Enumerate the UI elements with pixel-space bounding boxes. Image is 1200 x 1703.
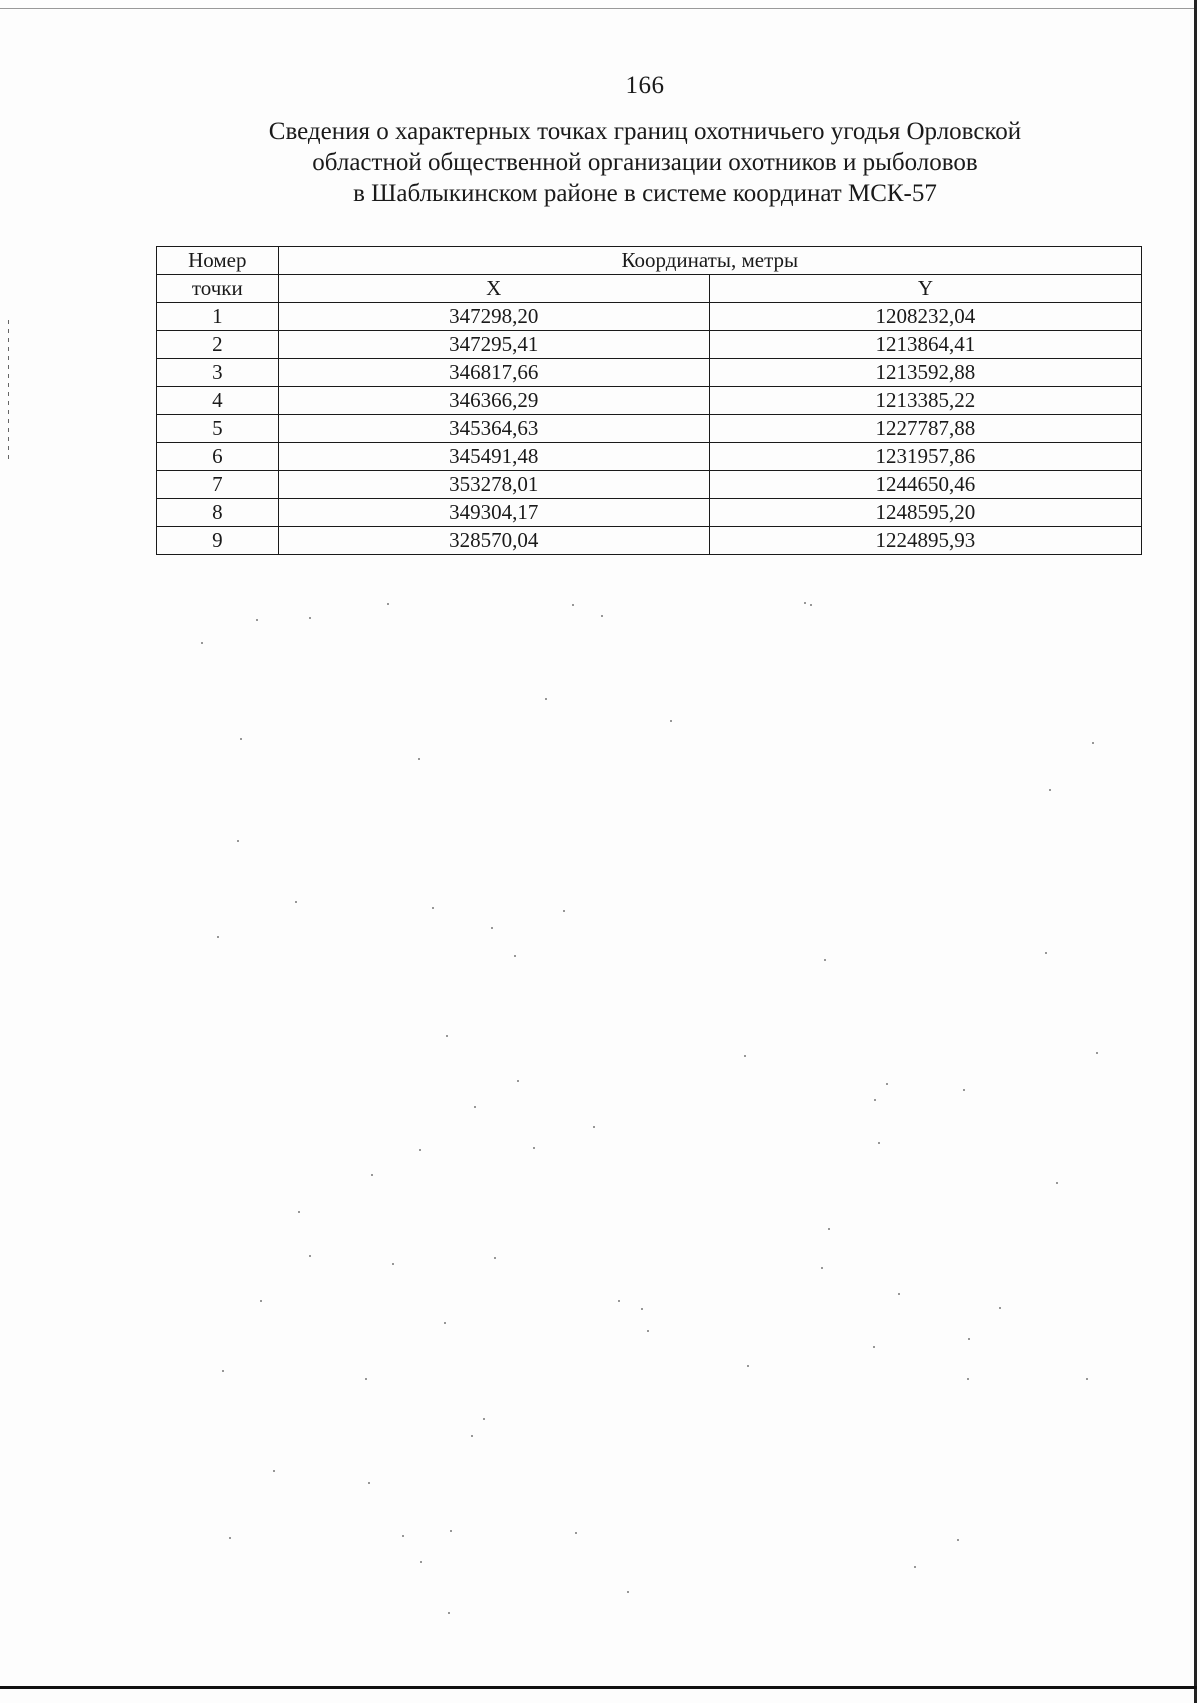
cell-point-number: 8 [157,499,279,527]
scan-speck [491,927,493,929]
cell-y: 1213864,41 [709,331,1141,359]
scan-speck [217,936,219,938]
scan-speck [237,840,239,842]
scan-speck [967,1378,969,1380]
cell-y: 1208232,04 [709,303,1141,331]
title-line-2: областной общественной организации охотников и рыболовов [312,149,978,176]
scan-speck [432,907,434,909]
cell-y: 1213385,22 [709,387,1141,415]
table-row [157,331,1142,359]
scan-speck [365,1378,367,1380]
cell-x: 346366,29 [278,387,709,415]
scan-speck [545,698,547,700]
cell-point-number: 9 [157,527,279,555]
scan-speck [295,901,297,903]
cell-point-number: 1 [157,303,279,331]
scan-speck [474,1106,476,1108]
cell-point-number: 3 [157,359,279,387]
scan-speck [419,1149,421,1151]
cell-point-number: 6 [157,443,279,471]
header-point-number-top: Номер [157,247,279,275]
scan-speck [260,1300,262,1302]
scan-speck [298,1211,300,1213]
table-subheader-row [157,275,1142,303]
scan-speck [240,738,242,740]
scan-speck [641,1308,643,1310]
cell-x: 345364,63 [278,415,709,443]
scan-speck [471,1435,473,1437]
scan-speck [418,758,420,760]
scan-speck [444,1322,446,1324]
scan-speck [957,1539,959,1541]
scan-speck [1045,952,1047,954]
scan-speck [483,1418,485,1420]
cell-point-number: 5 [157,415,279,443]
scan-speck [670,720,672,722]
scan-speck [1092,742,1094,744]
scan-speck [222,1370,224,1372]
scan-speck [575,1532,577,1534]
cell-x: 345491,48 [278,443,709,471]
scan-speck [963,1089,965,1091]
cell-y: 1248595,20 [709,499,1141,527]
scan-edge-bottom [0,1686,1197,1689]
scan-speck [448,1612,450,1614]
cell-point-number: 4 [157,387,279,415]
scan-speck [821,1267,823,1269]
table-row [157,527,1142,555]
scan-margin-marks [8,320,9,460]
scan-speck [810,604,812,606]
scan-speck [886,1083,888,1085]
scan-speck [229,1537,231,1539]
scan-speck [999,1307,1001,1309]
scan-speck [1096,1052,1098,1054]
scan-speck [878,1142,880,1144]
table-row [157,415,1142,443]
scan-speck [446,1035,448,1037]
cell-y: 1213592,88 [709,359,1141,387]
scan-speck [627,1591,629,1593]
header-y: Y [709,275,1141,303]
scan-edge-top [0,8,1197,9]
table-row [157,471,1142,499]
scan-speck [309,617,311,619]
scan-speck [1086,1378,1088,1380]
scan-speck [368,1482,370,1484]
scan-speck [824,959,826,961]
scan-speck [256,619,258,621]
cell-x: 349304,17 [278,499,709,527]
scan-speck [828,1228,830,1230]
scan-speck [273,1470,275,1472]
cell-point-number: 7 [157,471,279,499]
table-row [157,443,1142,471]
header-coordinates: Координаты, метры [278,247,1141,275]
scan-speck [873,1346,875,1348]
coordinates-table [156,246,1142,555]
scan-speck [420,1561,422,1563]
cell-y: 1231957,86 [709,443,1141,471]
scan-speck [533,1147,535,1149]
scan-speck [563,910,565,912]
scan-speck [898,1293,900,1295]
scan-edge-right [1194,0,1197,1703]
table-header-row [157,247,1142,275]
cell-x: 328570,04 [278,527,709,555]
scan-speck [601,615,603,617]
scan-speck [309,1255,311,1257]
page-number: 166 [625,72,665,99]
scan-speck [647,1330,649,1332]
cell-y: 1244650,46 [709,471,1141,499]
scan-speck [450,1530,452,1532]
header-x: X [278,275,709,303]
scan-speck [517,1080,519,1082]
cell-x: 353278,01 [278,471,709,499]
table-row [157,359,1142,387]
scan-speck [747,1365,749,1367]
scan-speck [494,1257,496,1259]
document-title [160,116,1130,209]
scan-speck [804,602,806,604]
title-line-1: Сведения о характерных точках границ охотничьего угодья Орловской [268,118,1022,145]
table-row [157,387,1142,415]
scan-speck [514,955,516,957]
scan-speck [1056,1182,1058,1184]
scan-speck [371,1174,373,1176]
scan-speck [201,642,203,644]
scan-speck [402,1535,404,1537]
scan-speck [618,1300,620,1302]
title-line-3: в Шаблыкинском районе в системе координат МСК-57 [353,180,937,207]
table-row [157,499,1142,527]
scan-speck [1049,789,1051,791]
scan-speck [593,1126,595,1128]
scan-speck [572,604,574,606]
table-row [157,303,1142,331]
scan-speck [914,1566,916,1568]
cell-x: 347295,41 [278,331,709,359]
scan-speck [968,1338,970,1340]
scan-speck [387,603,389,605]
header-point-number-bottom: точки [157,275,279,303]
scan-speck [744,1055,746,1057]
cell-x: 346817,66 [278,359,709,387]
scan-speck [392,1263,394,1265]
cell-y: 1227787,88 [709,415,1141,443]
cell-point-number: 2 [157,331,279,359]
cell-y: 1224895,93 [709,527,1141,555]
scan-speck [874,1099,876,1101]
cell-x: 347298,20 [278,303,709,331]
